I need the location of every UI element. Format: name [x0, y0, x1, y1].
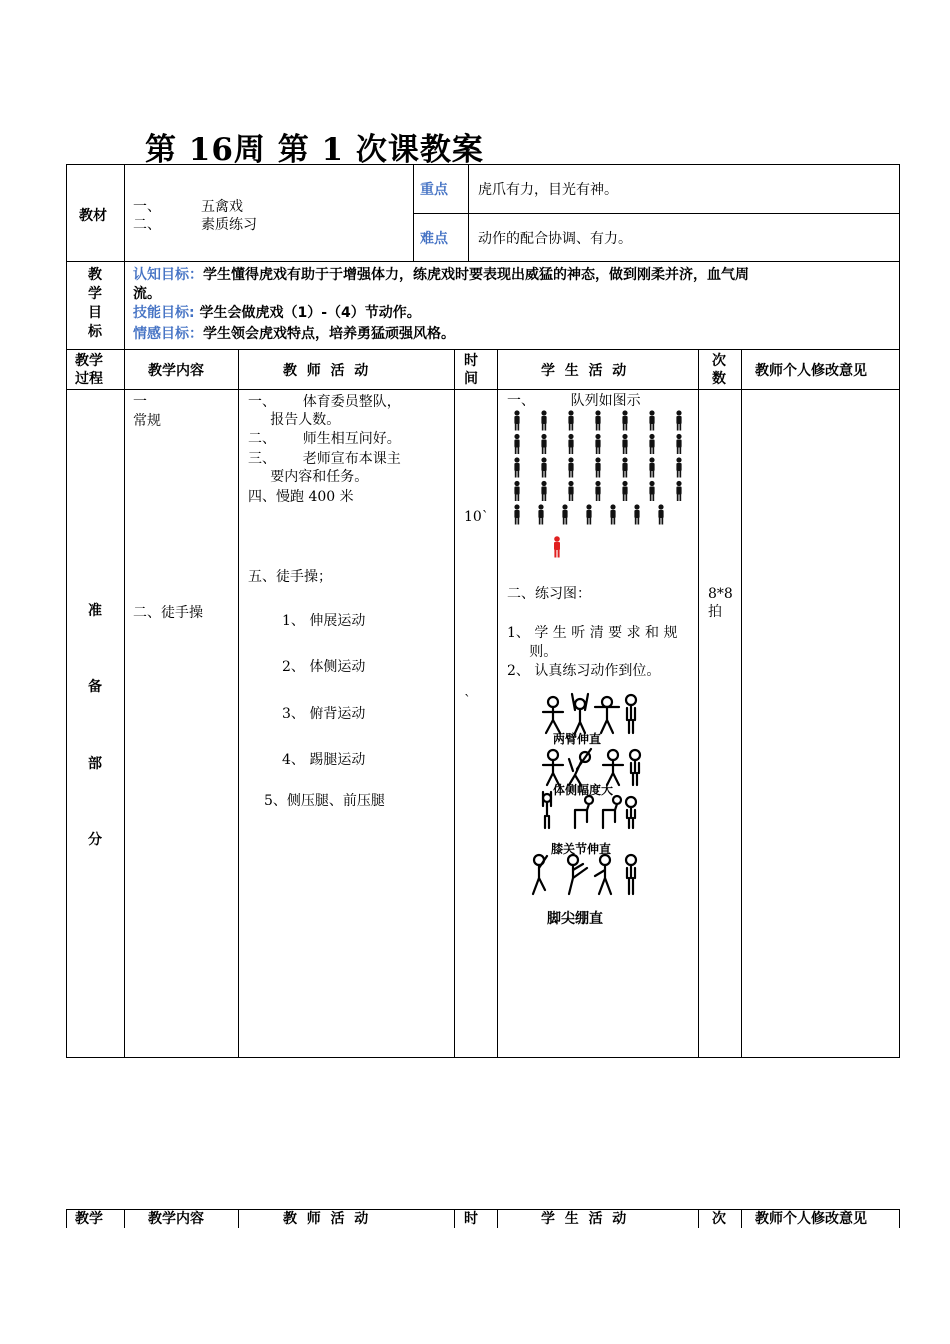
stick-figure-row-1: [543, 694, 636, 733]
footer-header-process: 教学: [75, 1211, 103, 1227]
formation-person: [541, 410, 546, 430]
formation-person: [676, 434, 681, 454]
diagram-label: 体侧幅度大: [553, 783, 614, 797]
footer-header-time: 时: [464, 1211, 478, 1227]
formation-person: [568, 434, 573, 454]
formation-person: [538, 504, 543, 524]
formation-person: [595, 410, 600, 430]
formation-person: [568, 410, 573, 430]
stick-figure-row-2: [543, 749, 640, 785]
objective-affective: 情感目标：学生领会虎戏特点，培养勇猛顽强风格。: [133, 326, 455, 342]
diagram-label: 脚尖绷直: [547, 911, 603, 927]
formation-person: [541, 457, 546, 477]
footer-header-notes: 教师个人修改意见: [755, 1211, 867, 1227]
diagram-label: 两臂伸直: [553, 732, 602, 746]
teacher-line: 报告人数。: [248, 412, 341, 428]
teacher-line: 要内容和任务。: [248, 469, 369, 485]
nandian-text: 动作的配合协调、有力。: [478, 231, 632, 247]
exercise-item: 3、 俯背运动: [282, 706, 366, 722]
formation-person: [568, 481, 573, 501]
table-main-frame: [66, 349, 900, 1058]
exercise-item: 2、 体侧运动: [282, 659, 366, 675]
section-char: 准: [88, 603, 102, 619]
formation-person: [649, 410, 654, 430]
content-item: 常规: [133, 413, 161, 429]
formation-person: [595, 434, 600, 454]
student-line: 2、 认真练习动作到位。: [507, 663, 661, 679]
formation-person: [622, 481, 627, 501]
footer-header-count: 次: [712, 1211, 726, 1227]
section-char: 分: [88, 832, 102, 848]
header-teacher: 教 师 活 动: [283, 363, 369, 379]
time-value: `: [464, 693, 471, 709]
formation-person: [610, 504, 615, 524]
formation-person: [676, 457, 681, 477]
zhongdian-label: 重点: [420, 182, 448, 198]
formation-person: [622, 434, 627, 454]
section-char: 备: [88, 679, 102, 695]
leader-figure: [554, 536, 560, 557]
formation-person: [634, 504, 639, 524]
formation-person: [541, 434, 546, 454]
formation-person: [658, 504, 663, 524]
student-line: 一、 队列如图示: [507, 393, 641, 409]
jiaocai-label: 教材: [79, 208, 107, 224]
formation-person: [649, 457, 654, 477]
formation-person: [541, 481, 546, 501]
teacher-line: 三、 老师宣布本课主: [248, 451, 401, 467]
stick-figure-row-4: [533, 855, 636, 894]
student-line: 二、练习图：: [507, 586, 591, 602]
footer-header-teacher: 教 师 活 动: [283, 1211, 369, 1227]
formation-person: [595, 457, 600, 477]
count-value: 8*8: [708, 586, 733, 602]
material-item: 一、 五禽戏: [133, 199, 244, 215]
formation-person: [514, 481, 519, 501]
footer-header-content: 教学内容: [148, 1211, 204, 1227]
formation-person: [514, 410, 519, 430]
formation-diagram: [505, 408, 695, 560]
zhongdian-text: 虎爪有力，目光有神。: [478, 182, 618, 198]
exercise-diagram: [525, 690, 665, 930]
formation-person: [649, 434, 654, 454]
header-student: 学 生 活 动: [541, 363, 627, 379]
formation-person: [514, 504, 519, 524]
formation-person: [676, 481, 681, 501]
time-value: 10`: [464, 509, 489, 525]
footer-header-student: 学 生 活 动: [541, 1211, 627, 1227]
formation-person: [595, 481, 600, 501]
formation-person: [568, 457, 573, 477]
formation-person: [649, 481, 654, 501]
objective-cognitive: 认知目标：学生懂得虎戏有助于于增强体力，练虎戏时要表现出威猛的神态，做到刚柔并济，血气周: [133, 267, 749, 283]
header-time: 时 间: [464, 353, 478, 387]
header-count: 次 数: [712, 353, 726, 387]
count-value: 拍: [708, 604, 722, 620]
page-title: 第 16周 第 1 次课教案: [145, 132, 484, 168]
formation-person: [622, 410, 627, 430]
header-content: 教学内容: [148, 363, 204, 379]
nandian-label: 难点: [420, 231, 448, 247]
formation-person: [586, 504, 591, 524]
objective-label: 教 学 目 标: [88, 267, 102, 340]
header-notes: 教师个人修改意见: [755, 363, 867, 379]
formation-person: [676, 410, 681, 430]
content-item: 二、徒手操: [133, 605, 203, 621]
section-char: 部: [88, 756, 102, 772]
teacher-line: 二、 师生相互问好。: [248, 431, 401, 447]
formation-person: [622, 457, 627, 477]
objective-cognitive-cont: 流。: [133, 286, 161, 302]
exercise-item: 1、 伸展运动: [282, 613, 366, 629]
teacher-line: 一、 体育委员整队，: [248, 394, 401, 410]
teacher-line: 五、徒手操；: [248, 569, 332, 585]
student-line: 则。: [507, 644, 558, 660]
formation-person: [562, 504, 567, 524]
formation-person: [514, 457, 519, 477]
material-item: 二、 素质练习: [133, 217, 258, 233]
header-process: 教学过程: [75, 353, 103, 387]
exercise-item: 4、 踢腿运动: [282, 752, 366, 768]
content-item: 一: [133, 394, 147, 410]
diagram-label: 膝关节伸直: [551, 842, 612, 856]
student-line: 1、 学 生 听 清 要 求 和 规: [507, 625, 678, 641]
formation-person: [514, 434, 519, 454]
exercise-item: 5、侧压腿、前压腿: [264, 793, 385, 809]
objective-skill: 技能目标: 学生会做虎戏（1）-（4）节动作。: [133, 305, 421, 321]
teacher-line: 四、慢跑 400 米: [248, 489, 354, 505]
